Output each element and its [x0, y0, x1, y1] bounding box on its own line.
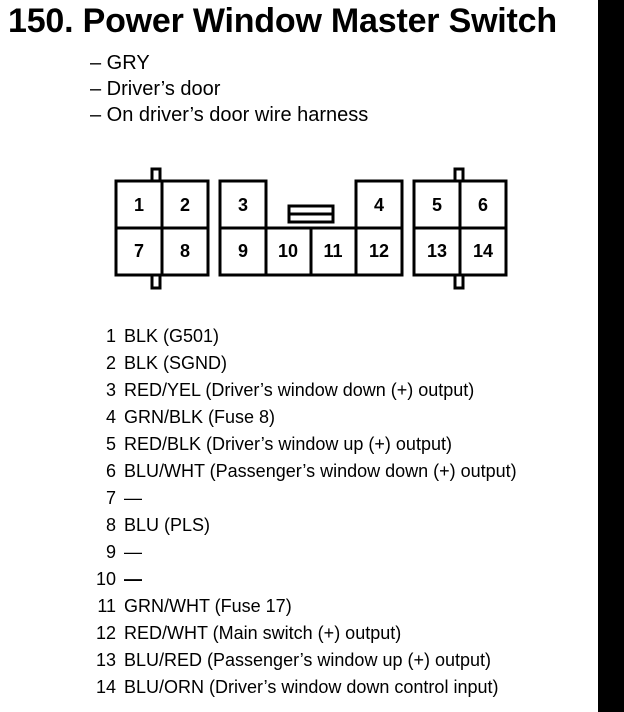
- page-title: 150. Power Window Master Switch: [8, 2, 557, 40]
- pin-description: GRN/WHT (Fuse 17): [124, 596, 292, 616]
- cavity-12: 12: [368, 241, 390, 261]
- pin-row: [86, 674, 517, 701]
- pin-number: 13: [95, 650, 116, 670]
- cavity-6: 6: [477, 195, 489, 215]
- cavity-3: 3: [237, 195, 249, 215]
- pin-row: [86, 377, 517, 404]
- pin-number: 7: [105, 488, 116, 508]
- cavity-2: 2: [179, 195, 191, 215]
- cavity-13: 13: [426, 241, 448, 261]
- pin-description: RED/BLK (Driver’s window up (+) output): [124, 434, 452, 454]
- pin-description: BLU (PLS): [124, 515, 211, 535]
- pin-row: [86, 458, 517, 485]
- pin-description: GRN/BLK (Fuse 8): [124, 407, 276, 427]
- pin-list: [86, 323, 517, 701]
- cavity-7: 7: [133, 241, 145, 261]
- pin-description: BLU/ORN (Driver’s window down control input): [124, 677, 499, 697]
- pin-number: 5: [105, 434, 116, 454]
- pin-description: BLK (SGND): [124, 353, 228, 373]
- pin-number: 14: [95, 677, 116, 697]
- pin-number: 4: [105, 407, 116, 427]
- pin-number: 3: [105, 380, 116, 400]
- pin-row: [86, 485, 517, 512]
- pin-number: 12: [95, 623, 116, 643]
- pin-number: 1: [105, 326, 116, 346]
- pin-row: [86, 323, 517, 350]
- pin-number: 2: [105, 353, 116, 373]
- pin-row: [86, 350, 517, 377]
- cavity-9: 9: [237, 241, 249, 261]
- pin-description: —: [124, 542, 142, 562]
- pin-number: 10: [95, 569, 116, 589]
- cavity-14: 14: [472, 241, 494, 261]
- pin-description: —: [124, 488, 142, 508]
- cavity-1: 1: [133, 195, 145, 215]
- pin-description: RED/WHT (Main switch (+) output): [124, 623, 402, 643]
- pin-description: RED/YEL (Driver’s window down (+) output): [124, 380, 475, 400]
- connector-diagram: [108, 166, 510, 290]
- pin-number: 8: [105, 515, 116, 535]
- cavity-10: 10: [277, 241, 299, 261]
- pin-description: BLK (G501): [124, 326, 220, 346]
- cavity-5: 5: [431, 195, 443, 215]
- pin-row: [86, 539, 517, 566]
- pin-number: 11: [97, 596, 116, 616]
- connector-harness: – On driver’s door wire harness: [90, 104, 369, 126]
- pin-number: 6: [105, 461, 116, 481]
- pin-row: [86, 593, 517, 620]
- pin-row: [86, 512, 517, 539]
- pin-row: [86, 404, 517, 431]
- pin-row: [86, 620, 517, 647]
- right-edge-bar: [598, 0, 624, 712]
- pin-row: [86, 431, 517, 458]
- pin-row: [86, 566, 517, 593]
- pin-description: —: [124, 569, 142, 589]
- pin-description: BLU/RED (Passenger’s window up (+) output): [124, 650, 492, 670]
- cavity-11: 11: [323, 241, 343, 261]
- connector-location: – Driver’s door: [90, 78, 221, 100]
- connector-color: – GRY: [90, 52, 150, 74]
- pin-description: BLU/WHT (Passenger’s window down (+) output): [124, 461, 517, 481]
- cavity-8: 8: [179, 241, 191, 261]
- pin-number: 9: [105, 542, 116, 562]
- cavity-4: 4: [373, 195, 385, 215]
- connector-info: [90, 50, 368, 128]
- pin-row: [86, 647, 517, 674]
